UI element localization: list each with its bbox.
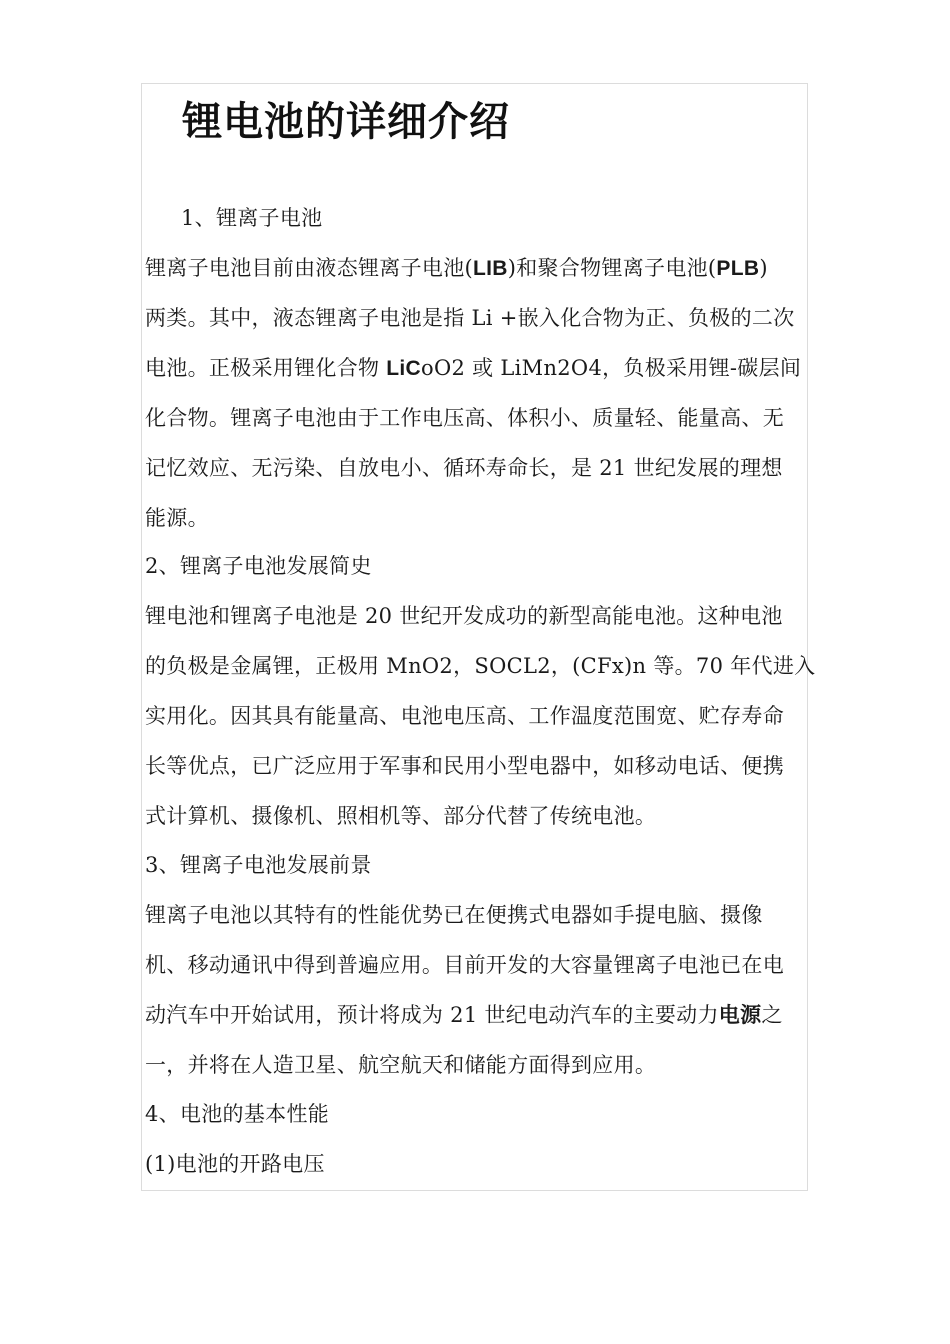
section-1-line-5: 记忆效应、无污染、自放电小、循环寿命长，是 21 世纪发展的理想 xyxy=(145,456,783,480)
section-2-line-3: 实用化。因其具有能量高、电池电压高、工作温度范围宽、贮存寿命 xyxy=(145,704,784,728)
text-run: oO2 或 LiMn2O4，负极采用锂-碳层间 xyxy=(421,356,802,380)
section-2-heading: 2、锂离子电池发展简史 xyxy=(145,554,372,578)
section-3-heading: 3、锂离子电池发展前景 xyxy=(145,853,372,877)
section-3-line-2: 机、移动通讯中得到普遍应用。目前开发的大容量锂离子电池已在电 xyxy=(145,953,784,977)
lic-bold: LiC xyxy=(386,357,422,380)
section-2-line-1: 锂电池和锂离子电池是 20 世纪开发成功的新型高能电池。这种电池 xyxy=(145,604,783,628)
section-3-line-3 xyxy=(145,1000,783,1030)
section-2-line-2: 的负极是金属锂，正极用 MnO2，SOCL2，(CFx)n 等。70 年代进入 xyxy=(145,654,816,678)
text-run: 锂离子电池目前由液态锂离子电池( xyxy=(145,256,473,280)
section-2-line-4: 长等优点，已广泛应用于军事和民用小型电器中，如移动电话、便携 xyxy=(145,754,784,778)
text-run: ) xyxy=(759,256,768,280)
text-run: 电池。正极采用锂化合物 xyxy=(145,356,387,380)
section-4-heading: 4、电池的基本性能 xyxy=(145,1102,330,1126)
section-2-line-5: 式计算机、摄像机、照相机等、部分代替了传统电池。 xyxy=(145,804,657,828)
section-4-subheading: (1)电池的开路电压 xyxy=(145,1152,325,1176)
section-1-line-2: 两类。其中，液态锂离子电池是指 Li +嵌入化合物为正、负极的二次 xyxy=(145,306,795,330)
document-title: 锂电池的详细介绍 xyxy=(182,98,510,145)
text-run: )和聚合物锂离子电池( xyxy=(507,256,717,280)
section-1-line-6: 能源。 xyxy=(145,506,209,530)
text-run: 之 xyxy=(761,1003,783,1027)
lib-abbrev: LIB xyxy=(473,257,508,280)
section-3-line-4: 一，并将在人造卫星、航空航天和储能方面得到应用。 xyxy=(145,1053,657,1077)
section-3-line-1: 锂离子电池以其特有的性能优势已在便携式电器如手提电脑、摄像 xyxy=(145,903,763,927)
section-1-line-3 xyxy=(145,353,801,383)
section-1-heading: 1、锂离子电池 xyxy=(181,206,323,230)
section-1-line-1 xyxy=(145,253,768,283)
plb-abbrev: PLB xyxy=(716,257,760,280)
section-1-line-4: 化合物。锂离子电池由于工作电压高、体积小、质量轻、能量高、无 xyxy=(145,406,784,430)
text-run: 动汽车中开始试用，预计将成为 21 世纪电动汽车的主要动力 xyxy=(145,1003,719,1027)
power-source-bold: 电源 xyxy=(718,1002,762,1027)
